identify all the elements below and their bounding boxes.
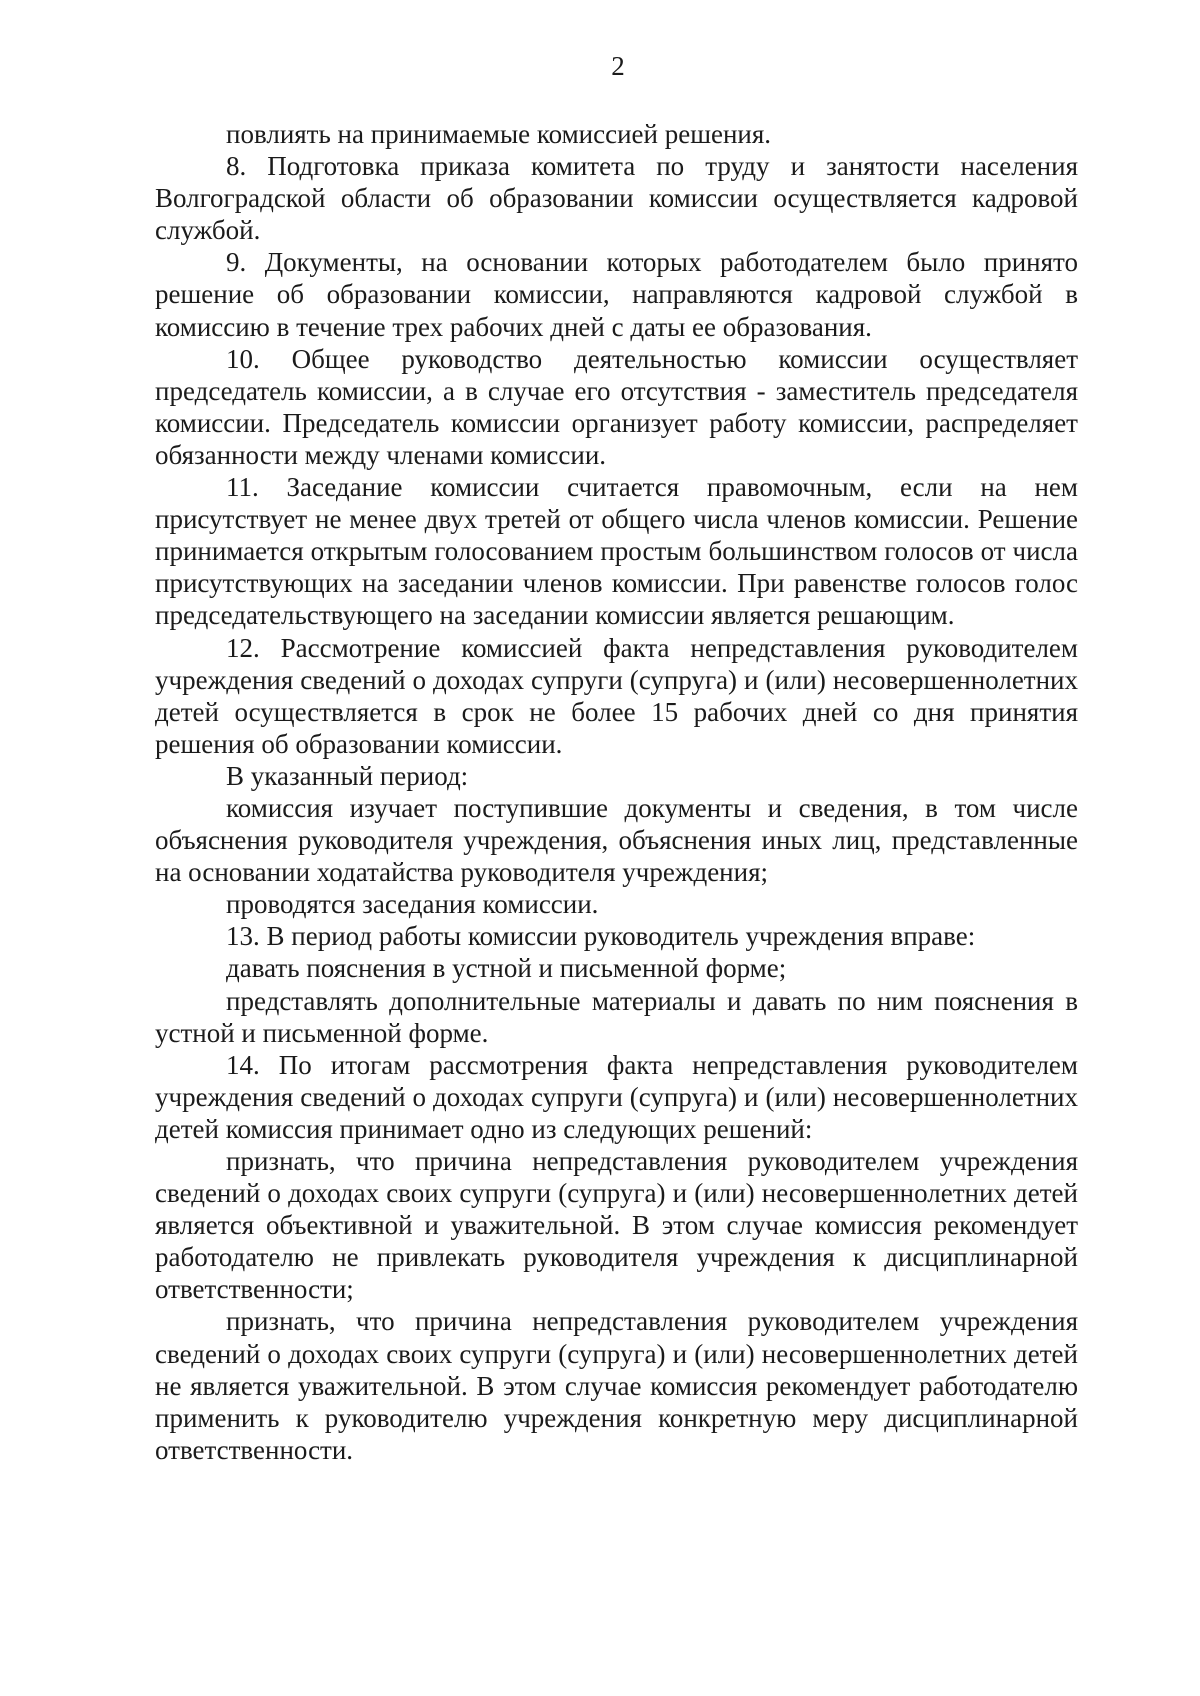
paragraph-14: 14. По итогам рассмотрения факта непредставления руководителем учреждения сведений о доходах супруги (супруга) и (или) несовершеннолетних детей комиссия принимает одно из следующих решений: (155, 1049, 1078, 1144)
paragraph-12-item-2: проводятся заседания комиссии. (226, 889, 599, 920)
paragraph-13: 13. В период работы комиссии руководитель учреждения вправе: (226, 921, 976, 952)
paragraph-12: 12. Рассмотрение комиссией факта непредставления руководителем учреждения сведений о доходах супруги (супруга) и (или) несовершеннолетних детей осуществляется в срок не более 15 рабочих дней со дня принятия решения об образовании комиссии. (155, 632, 1078, 759)
paragraph-8: 8. Подготовка приказа комитета по труду и занятости населения Волгоградской области об образовании комиссии осуществляется кадровой службой. (155, 151, 1078, 246)
paragraph-13-item-2: представлять дополнительные материалы и давать по ним пояснения в устной и письменной форме. (155, 985, 1078, 1048)
paragraph-9: 9. Документы, на основании которых работодателем было принято решение об образовании комиссии, направляются кадровой службой в комиссию в течение трех рабочих дней с даты ее образования. (155, 247, 1078, 342)
paragraph-13-item-1: давать пояснения в устной и письменной форме; (226, 953, 787, 984)
page-number: 2 (611, 51, 625, 81)
paragraph-10: 10. Общее руководство деятельностью комиссии осуществляет председатель комиссии, а в случае его отсутствия - заместитель председателя комиссии. Председатель комиссии организует работу комиссии, распределяет обязанности между членами комиссии. (155, 343, 1078, 470)
paragraph-12-item-1: комиссия изучает поступившие документы и сведения, в том числе объяснения руководителя учреждения, объяснения иных лиц, представленные на основании ходатайства руководителя учреждения; (155, 792, 1078, 888)
document-body (155, 118, 1078, 1466)
paragraph-continuation: повлиять на принимаемые комиссией решения. (226, 119, 772, 149)
paragraph-14-decision-1: признать, что причина непредставления руководителем учреждения сведений о доходах своих супруги (супруга) и (или) несовершеннолетних детей является объективной и уважительной. В этом случае комиссия рекомендует работодателю не привлекать руководителя учреждения к дисциплинарной ответственности; (155, 1146, 1078, 1305)
paragraph-14-decision-2: признать, что причина непредставления руководителем учреждения сведений о доходах своих супруги (супруга) и (или) несовершеннолетних детей не является уважительной. В этом случае комиссия рекомендует работодателю применить к руководителю учреждения конкретную меру дисциплинарной ответственности. (155, 1306, 1078, 1465)
paragraph-11: 11. Заседание комиссии считается правомочным, если на нем присутствует не менее двух третей от общего числа членов комиссии. Решение принимается открытым голосованием простым большинством голосов от числа присутствующих на заседании членов комиссии. При равенстве голосов голос председательствующего на заседании комиссии является решающим. (155, 472, 1078, 631)
paragraph-12-period: В указанный период: (226, 760, 469, 791)
